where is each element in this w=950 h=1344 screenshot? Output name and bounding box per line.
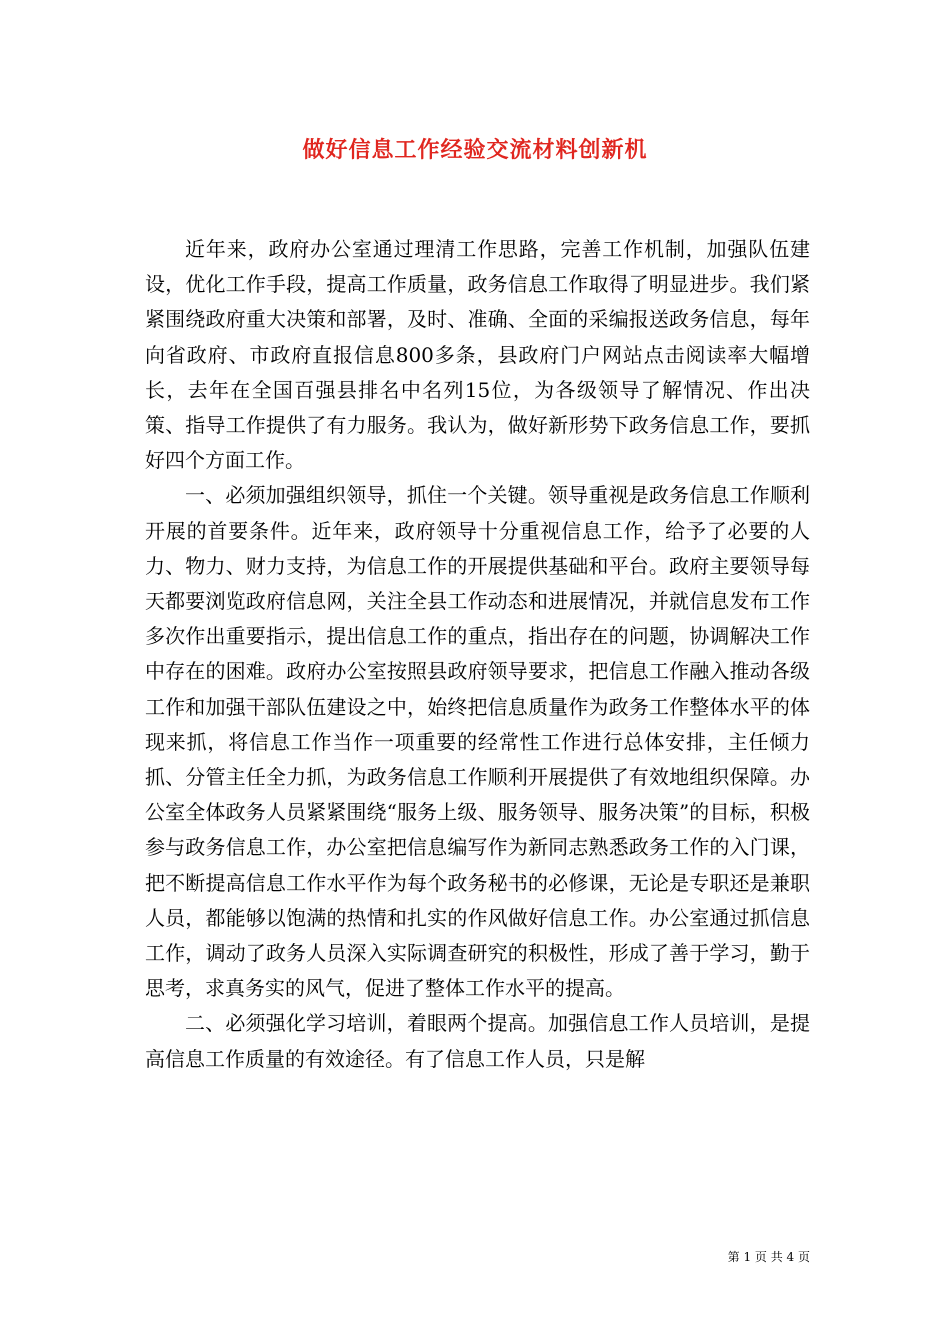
paragraph-intro: 近年来，政府办公室通过理清工作思路，完善工作机制，加强队伍建设，优化工作手段，提高工作质量，政务信息工作取得了明显进步。我们紧紧围绕政府重大决策和部署，及时、准确、全面的采编报送政务信息，每年向省政府、市政府直报信息800多条，县政府门户网站点击阅读率大幅增长，去年在全国百强县排名中名列15位，为各级领导了解情况、作出决策、指导工作提供了有力服务。我认为，做好新形势下政务信息工作，要抓好四个方面工作。 (145, 237, 810, 473)
paragraph-section-one: 一、必须加强组织领导，抓住一个关键。领导重视是政务信息工作顺利开展的首要条件。近年来，政府领导十分重视信息工作，给予了必要的人力、物力、财力支持，为信息工作的开展提供基础和平台。政府主要领导每天都要浏览政府信息网，关注全县工作动态和进展情况，并就信息发布工作多次作出重要指示，提出信息工作的重点，指出存在的问题，协调解决工作中存在的困难。政府办公室按照县政府领导要求，把信息工作融入推动各级工作和加强干部队伍建设之中，始终把信息质量作为政务工作整体水平的体现来抓，将信息工作当作一项重要的经常性工作进行总体安排，主任倾力抓、分管主任全力抓，为政务信息工作顺利开展提供了有效地组织保障。办公室全体政务人员紧紧围绕“服务上级、服务领导、服务决策”的目标，积极参与政务信息工作，办公室把信息编写作为新同志熟悉政务工作的入门课，把不断提高信息工作水平作为每个政务秘书的必修课，无论是专职还是兼职人员，都能够以饱满的热情和扎实的作风做好信息工作。办公室通过抓信息工作，调动了政务人员深入实际调查研究的积极性，形成了善于学习，勤于思考，求真务实的风气，促进了整体工作水平的提高。 (145, 483, 810, 1001)
document-body (145, 232, 810, 1077)
document-title: 做好信息工作经验交流材料创新机 (302, 137, 648, 163)
page-number-footer: 第 1 页 共 4 页 (727, 1250, 810, 1264)
paragraph-section-two: 二、必须强化学习培训，着眼两个提高。加强信息工作人员培训，是提高信息工作质量的有效途径。有了信息工作人员，只是解 (145, 1011, 810, 1071)
